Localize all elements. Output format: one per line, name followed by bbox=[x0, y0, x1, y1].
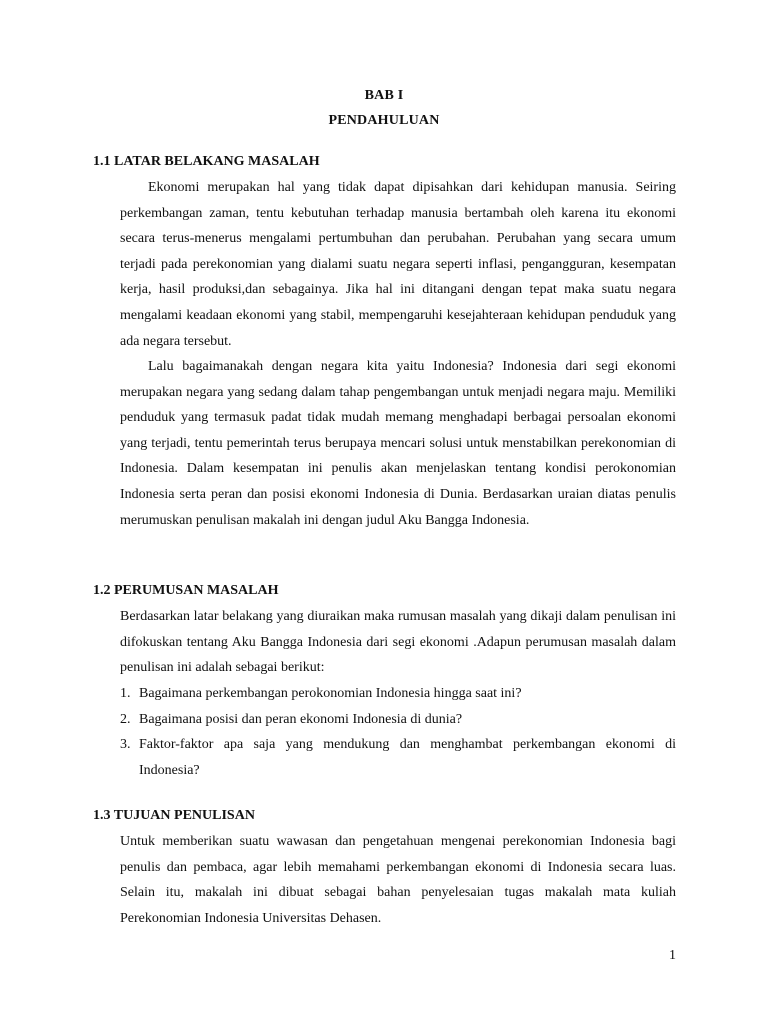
list-item bbox=[120, 732, 676, 783]
paragraph-perumusan-masalah: Berdasarkan latar belakang yang diuraikan maka rumusan masalah yang dikaji dalam penulisan ini difokuskan tentang Aku Bangga Indonesia dari segi ekonomi .Adapun perumusan masalah dalam penulisan ini adalah sebagai berikut: bbox=[120, 609, 676, 676]
list-item-text: Bagaimana posisi dan peran ekonomi Indonesia di dunia? bbox=[139, 711, 463, 727]
page-number: 1 bbox=[669, 948, 676, 963]
section-heading-perumusan-masalah: 1.2 PERUMUSAN MASALAH bbox=[93, 583, 279, 598]
list-item-number: 3. bbox=[120, 737, 131, 753]
list-item-text: Bagaimana perkembangan perokonomian Indonesia hingga saat ini? bbox=[139, 686, 522, 701]
section-heading-latar-belakang: 1.1 LATAR BELAKANG MASALAH bbox=[93, 154, 320, 169]
paragraph-tujuan-penulisan: Untuk memberikan suatu wawasan dan pengetahuan mengenai perekonomian Indonesia bagi penulis dan pembaca, agar lebih memahami perkembangan ekonomi di Indonesia secara luas. Selain itu, makalah ini dibuat sebagai bahan penyelesaian tugas makalah mata kuliah Perekonomian Indonesia Universitas Dehasen. bbox=[120, 834, 676, 926]
list-item bbox=[120, 681, 676, 707]
chapter-label: BAB I bbox=[364, 88, 404, 103]
paragraph-latar-belakang-2: Lalu bagaimanakah dengan negara kita yaitu Indonesia? Indonesia dari segi ekonomi merupakan negara yang sedang dalam tahap pengembangan untuk menjadi negara maju. Memiliki penduduk yang termasuk padat tidak mudah memang menghadapi berbagai persoalan ekonomi yang terjadi, tentu pemerintah terus berupaya mencari solusi untuk menstabilkan perekonomian di Indonesia. Dalam kesempatan ini penulis akan menjelaskan tentang kondisi perokonomian Indonesia serta peran dan posisi ekonomi Indonesia di Dunia. Berdasarkan uraian diatas penulis merumuskan penulisan makalah ini dengan judul Aku Bangga Indonesia. bbox=[120, 359, 676, 528]
list-item-number: 1. bbox=[120, 686, 131, 701]
list-item-text: Faktor-faktor apa saja yang mendukung dan menghambat perkembangan ekonomi di Indonesia? bbox=[139, 737, 676, 778]
chapter-title: PENDAHULUAN bbox=[328, 113, 440, 128]
problem-list bbox=[120, 681, 676, 783]
section-heading-tujuan-penulisan: 1.3 TUJUAN PENULISAN bbox=[93, 808, 255, 823]
list-item bbox=[120, 707, 676, 733]
list-item-number: 2. bbox=[120, 711, 131, 727]
paragraph-latar-belakang-1: Ekonomi merupakan hal yang tidak dapat dipisahkan dari kehidupan manusia. Seiring perkembangan zaman, tentu kebutuhan terhadap manusia bertambah oleh karena itu ekonomi secara terus-menerus mengalami pertumbuhan dan perubahan. Perubahan yang secara umum terjadi pada perekonomian yang dialami suatu negara seperti inflasi, pengangguran, kesempatan kerja, hasil produksi,dan sebagainya. Jika hal ini ditangani dengan tepat maka suatu negara mengalami keadaan ekonomi yang stabil, mempengaruhi kesejahteraan kehidupan penduduk yang ada negara tersebut. bbox=[120, 180, 676, 349]
